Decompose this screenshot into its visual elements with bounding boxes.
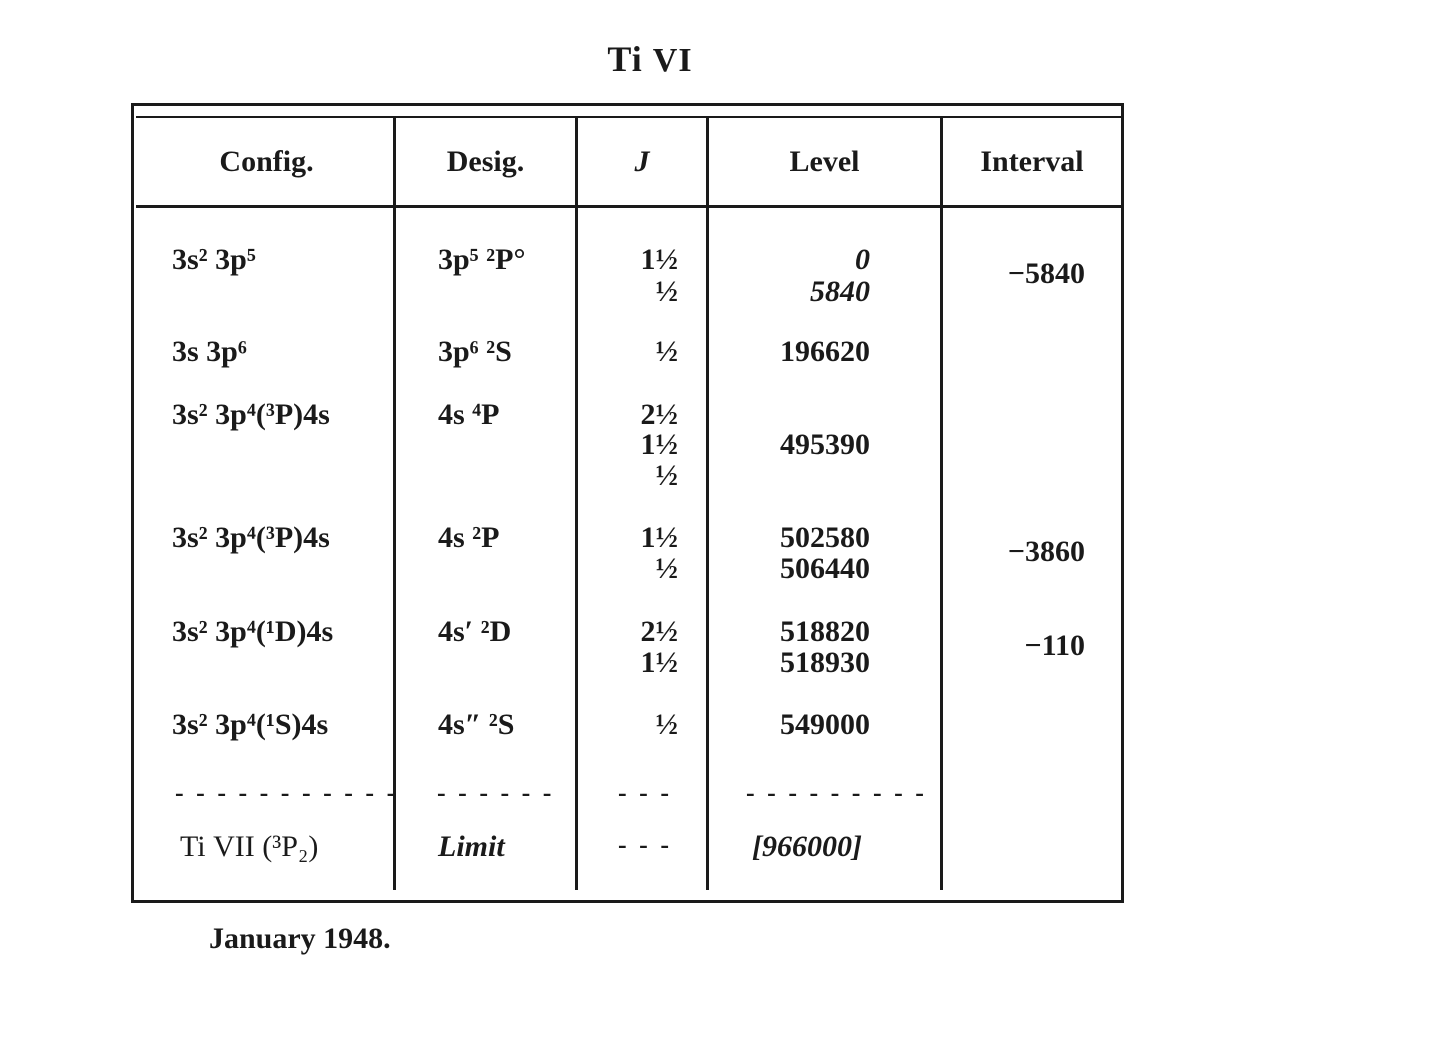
row-5-desig: 4s′ ²D (438, 615, 512, 648)
row-3-j-3: ½ (655, 459, 678, 492)
row-4-config: 3s² 3p⁴(³P)4s (172, 521, 330, 554)
row-4-j-1: 1½ (640, 521, 678, 554)
row-3-j-1: 2½ (640, 398, 678, 431)
row-3-config: 3s² 3p⁴(³P)4s (172, 398, 330, 431)
row-5-interval: −110 (1024, 629, 1085, 662)
row-3-level-1: 495390 (780, 428, 870, 461)
row-6-level-1: 549000 (780, 708, 870, 741)
row-5-level-2: 518930 (780, 646, 870, 679)
row-2-j-1: ½ (655, 335, 678, 368)
row-2-level-1: 196620 (780, 335, 870, 368)
row-5-j-1: 2½ (640, 615, 678, 648)
limit-config-term: (³P₂) (262, 830, 319, 863)
row-1-desig: 3p⁵ ²P° (438, 243, 526, 276)
row-5-config: 3s² 3p⁴(¹D)4s (172, 615, 334, 648)
row-3-j-2: 1½ (640, 428, 678, 461)
limit-desig: Limit (438, 830, 505, 863)
row-1-j-1: 1½ (640, 243, 678, 276)
limit-config-prefix: Ti (180, 830, 206, 863)
limit-config (180, 830, 318, 864)
header-config: Config. (219, 145, 314, 178)
limit-j: - - - (618, 830, 672, 859)
header-j: J (634, 145, 650, 178)
header-interval: Interval (980, 145, 1084, 178)
separator-j: - - - (618, 778, 672, 807)
row-4-level-1: 502580 (780, 521, 870, 554)
row-1-level-2: 5840 (810, 275, 870, 308)
row-6-desig: 4s″ ²S (438, 708, 515, 741)
limit-level: [966000] (752, 830, 862, 863)
row-4-level-2: 506440 (780, 552, 870, 585)
row-6-config: 3s² 3p⁴(¹S)4s (172, 708, 329, 741)
column-divider (706, 118, 709, 890)
title-element: Ti (607, 39, 643, 79)
row-4-interval: −3860 (1007, 535, 1085, 568)
row-2-config: 3s 3p⁶ (172, 335, 247, 368)
column-divider (575, 118, 578, 890)
row-5-j-2: 1½ (640, 646, 678, 679)
page-title (0, 38, 1300, 80)
header-desig: Desig. (446, 145, 525, 178)
separator-config: - - - - - - - - - - - (175, 778, 399, 807)
separator-level: - - - - - - - - - (746, 778, 927, 807)
date-footer: January 1948. (209, 922, 391, 955)
row-1-interval: −5840 (1007, 257, 1085, 290)
row-3-desig: 4s ⁴P (438, 398, 500, 431)
column-divider (940, 118, 943, 890)
header-level: Level (789, 145, 860, 178)
row-1-level-1: 0 (855, 243, 870, 276)
title-ion: VI (652, 42, 693, 79)
limit-config-ion: VII (213, 830, 255, 863)
table-top-rule (136, 116, 1121, 118)
row-2-desig: 3p⁶ ²S (438, 335, 512, 368)
row-4-desig: 4s ²P (438, 521, 500, 554)
row-1-config: 3s² 3p⁵ (172, 243, 256, 276)
row-1-j-2: ½ (655, 275, 678, 308)
row-4-j-2: ½ (655, 552, 678, 585)
column-divider (393, 118, 396, 890)
separator-desig: - - - - - - (437, 778, 555, 807)
table-header-rule (136, 205, 1121, 208)
row-6-j-1: ½ (655, 708, 678, 741)
row-5-level-1: 518820 (780, 615, 870, 648)
